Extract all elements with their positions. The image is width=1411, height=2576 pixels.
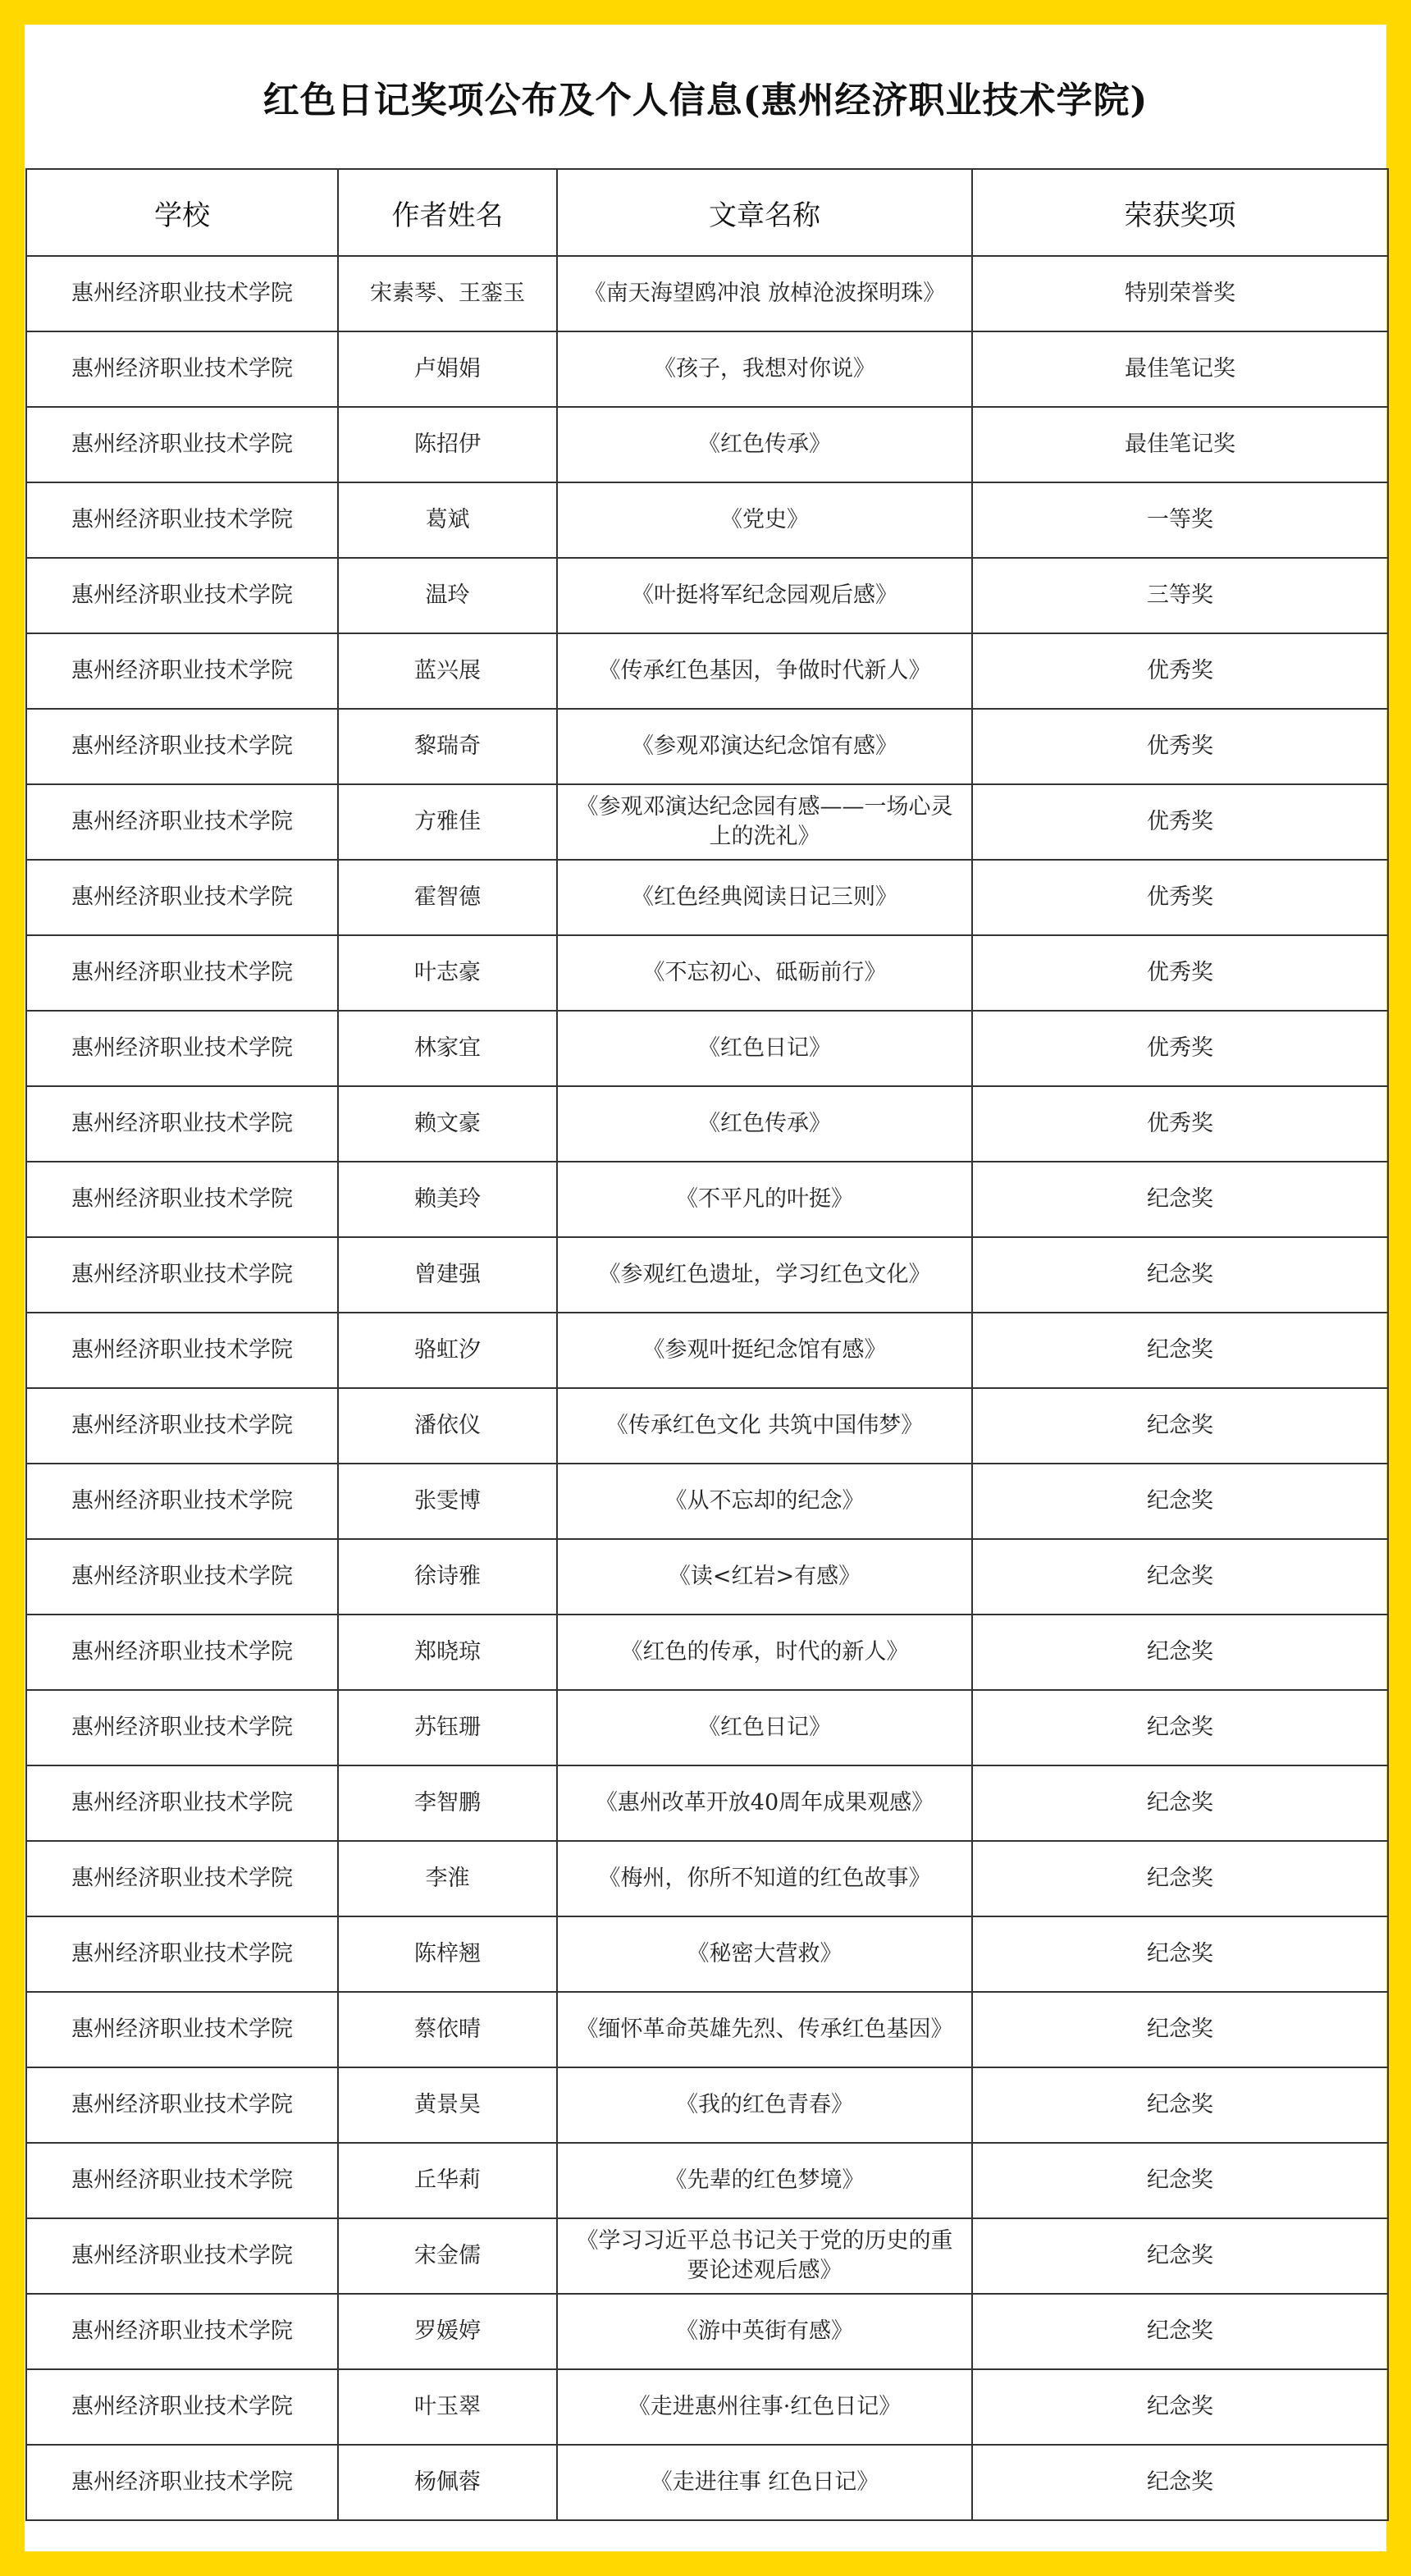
table-row	[26, 1464, 1388, 1539]
cell-award: 纪念奖	[972, 2218, 1388, 2294]
cell-article-title: 《红色日记》	[557, 1690, 972, 1765]
cell-school: 惠州经济职业技术学院	[26, 860, 338, 935]
cell-author-name: 罗媛婷	[338, 2294, 557, 2369]
header-award: 荣获奖项	[972, 169, 1388, 256]
cell-award: 优秀奖	[972, 633, 1388, 709]
cell-award: 最佳笔记奖	[972, 331, 1388, 407]
cell-article-title: 《走进惠州往事·红色日记》	[557, 2369, 972, 2445]
cell-article-title: 《传承红色文化 共筑中国伟梦》	[557, 1388, 972, 1464]
cell-award: 纪念奖	[972, 2067, 1388, 2143]
table-row	[26, 1162, 1388, 1237]
cell-article-title: 《走进往事 红色日记》	[557, 2445, 972, 2520]
table-row	[26, 2143, 1388, 2218]
cell-school: 惠州经济职业技术学院	[26, 1313, 338, 1388]
table-row	[26, 2067, 1388, 2143]
cell-article-title: 《从不忘却的纪念》	[557, 1464, 972, 1539]
cell-award: 纪念奖	[972, 1388, 1388, 1464]
table-row	[26, 1690, 1388, 1765]
cell-author-name: 方雅佳	[338, 784, 557, 860]
cell-school: 惠州经济职业技术学院	[26, 2218, 338, 2294]
cell-award: 纪念奖	[972, 1992, 1388, 2067]
table-row	[26, 709, 1388, 784]
cell-school: 惠州经济职业技术学院	[26, 331, 338, 407]
cell-school: 惠州经济职业技术学院	[26, 1690, 338, 1765]
cell-school: 惠州经济职业技术学院	[26, 2369, 338, 2445]
table-row	[26, 256, 1388, 331]
cell-school: 惠州经济职业技术学院	[26, 482, 338, 558]
cell-award: 优秀奖	[972, 1011, 1388, 1086]
table-row	[26, 784, 1388, 860]
cell-award: 三等奖	[972, 558, 1388, 633]
cell-author-name: 曾建强	[338, 1237, 557, 1313]
cell-article-title: 《参观邓演达纪念馆有感》	[557, 709, 972, 784]
cell-author-name: 潘依仪	[338, 1388, 557, 1464]
cell-school: 惠州经济职业技术学院	[26, 2067, 338, 2143]
cell-article-title: 《游中英街有感》	[557, 2294, 972, 2369]
table-row	[26, 2218, 1388, 2294]
cell-school: 惠州经济职业技术学院	[26, 935, 338, 1011]
cell-article-title: 《红色的传承，时代的新人》	[557, 1615, 972, 1690]
cell-article-title: 《红色传承》	[557, 1086, 972, 1162]
table-row	[26, 1841, 1388, 1916]
cell-author-name: 李智鹏	[338, 1765, 557, 1841]
cell-author-name: 李淮	[338, 1841, 557, 1916]
cell-school: 惠州经济职业技术学院	[26, 1992, 338, 2067]
table-row	[26, 331, 1388, 407]
cell-author-name: 苏钰珊	[338, 1690, 557, 1765]
cell-author-name: 叶志豪	[338, 935, 557, 1011]
cell-author-name: 宋素琴、王銮玉	[338, 256, 557, 331]
page-title: 红色日记奖项公布及个人信息(惠州经济职业技术学院)	[263, 79, 1148, 121]
cell-author-name: 张雯博	[338, 1464, 557, 1539]
cell-author-name: 温玲	[338, 558, 557, 633]
cell-article-title: 《传承红色基因，争做时代新人》	[557, 633, 972, 709]
header-row	[26, 169, 1388, 256]
cell-author-name: 霍智德	[338, 860, 557, 935]
cell-article-title: 《孩子，我想对你说》	[557, 331, 972, 407]
cell-school: 惠州经济职业技术学院	[26, 2143, 338, 2218]
cell-author-name: 赖文豪	[338, 1086, 557, 1162]
cell-article-title: 《参观叶挺纪念馆有感》	[557, 1313, 972, 1388]
cell-article-title: 《我的红色青春》	[557, 2067, 972, 2143]
cell-article-title: 《不平凡的叶挺》	[557, 1162, 972, 1237]
cell-author-name: 卢娟娟	[338, 331, 557, 407]
table-row	[26, 633, 1388, 709]
cell-school: 惠州经济职业技术学院	[26, 1464, 338, 1539]
cell-article-title: 《参观邓演达纪念园有感——一场心灵上的洗礼》	[557, 784, 972, 860]
cell-award: 纪念奖	[972, 1464, 1388, 1539]
table-row	[26, 1615, 1388, 1690]
cell-school: 惠州经济职业技术学院	[26, 1237, 338, 1313]
cell-article-title: 《先辈的红色梦境》	[557, 2143, 972, 2218]
cell-school: 惠州经济职业技术学院	[26, 1011, 338, 1086]
cell-award: 纪念奖	[972, 1615, 1388, 1690]
cell-school: 惠州经济职业技术学院	[26, 1539, 338, 1615]
cell-author-name: 丘华莉	[338, 2143, 557, 2218]
table-row	[26, 1992, 1388, 2067]
cell-article-title: 《红色经典阅读日记三则》	[557, 860, 972, 935]
cell-award: 纪念奖	[972, 2143, 1388, 2218]
header-article-title: 文章名称	[557, 169, 972, 256]
cell-award: 纪念奖	[972, 2445, 1388, 2520]
cell-school: 惠州经济职业技术学院	[26, 1615, 338, 1690]
cell-award: 优秀奖	[972, 784, 1388, 860]
table-row	[26, 1916, 1388, 1992]
cell-article-title: 《秘密大营救》	[557, 1916, 972, 1992]
cell-award: 纪念奖	[972, 1539, 1388, 1615]
table-body	[26, 256, 1388, 2520]
cell-school: 惠州经济职业技术学院	[26, 2445, 338, 2520]
document-page	[25, 25, 1386, 2551]
cell-school: 惠州经济职业技术学院	[26, 407, 338, 482]
cell-award: 特别荣誉奖	[972, 256, 1388, 331]
cell-author-name: 叶玉翠	[338, 2369, 557, 2445]
cell-school: 惠州经济职业技术学院	[26, 1086, 338, 1162]
cell-school: 惠州经济职业技术学院	[26, 2294, 338, 2369]
cell-award: 最佳笔记奖	[972, 407, 1388, 482]
table-header	[26, 169, 1388, 256]
cell-award: 纪念奖	[972, 1916, 1388, 1992]
cell-author-name: 赖美玲	[338, 1162, 557, 1237]
table-row	[26, 2445, 1388, 2520]
cell-school: 惠州经济职业技术学院	[26, 1765, 338, 1841]
awards-table	[25, 168, 1389, 2521]
cell-author-name: 林家宜	[338, 1011, 557, 1086]
cell-award: 纪念奖	[972, 1841, 1388, 1916]
cell-school: 惠州经济职业技术学院	[26, 709, 338, 784]
cell-author-name: 杨佩蓉	[338, 2445, 557, 2520]
cell-article-title: 《学习习近平总书记关于党的历史的重要论述观后感》	[557, 2218, 972, 2294]
cell-article-title: 《红色日记》	[557, 1011, 972, 1086]
cell-article-title: 《惠州改革开放40周年成果观感》	[557, 1765, 972, 1841]
cell-award: 纪念奖	[972, 1162, 1388, 1237]
cell-article-title: 《红色传承》	[557, 407, 972, 482]
header-school: 学校	[26, 169, 338, 256]
cell-award: 一等奖	[972, 482, 1388, 558]
cell-article-title: 《读<红岩>有感》	[557, 1539, 972, 1615]
table-row	[26, 407, 1388, 482]
cell-award: 纪念奖	[972, 1237, 1388, 1313]
table-row	[26, 1388, 1388, 1464]
table-row	[26, 558, 1388, 633]
cell-author-name: 骆虹汐	[338, 1313, 557, 1388]
cell-article-title: 《叶挺将军纪念园观后感》	[557, 558, 972, 633]
cell-author-name: 黄景昊	[338, 2067, 557, 2143]
cell-award: 优秀奖	[972, 709, 1388, 784]
table-row	[26, 1313, 1388, 1388]
cell-award: 纪念奖	[972, 1313, 1388, 1388]
cell-school: 惠州经济职业技术学院	[26, 1388, 338, 1464]
cell-author-name: 蔡依晴	[338, 1992, 557, 2067]
cell-award: 纪念奖	[972, 2369, 1388, 2445]
cell-author-name: 宋金儒	[338, 2218, 557, 2294]
cell-article-title: 《参观红色遗址，学习红色文化》	[557, 1237, 972, 1313]
table-row	[26, 1011, 1388, 1086]
cell-author-name: 郑晓琼	[338, 1615, 557, 1690]
cell-award: 纪念奖	[972, 2294, 1388, 2369]
cell-school: 惠州经济职业技术学院	[26, 558, 338, 633]
cell-school: 惠州经济职业技术学院	[26, 633, 338, 709]
cell-award: 优秀奖	[972, 1086, 1388, 1162]
cell-school: 惠州经济职业技术学院	[26, 256, 338, 331]
cell-author-name: 徐诗雅	[338, 1539, 557, 1615]
table-row	[26, 2369, 1388, 2445]
cell-article-title: 《南天海望鸥冲浪 放棹沧波探明珠》	[557, 256, 972, 331]
cell-school: 惠州经济职业技术学院	[26, 1841, 338, 1916]
table-row	[26, 1765, 1388, 1841]
cell-article-title: 《不忘初心、砥砺前行》	[557, 935, 972, 1011]
cell-school: 惠州经济职业技术学院	[26, 1916, 338, 1992]
table-row	[26, 935, 1388, 1011]
cell-author-name: 黎瑞奇	[338, 709, 557, 784]
table-row	[26, 1237, 1388, 1313]
cell-article-title: 《缅怀革命英雄先烈、传承红色基因》	[557, 1992, 972, 2067]
cell-award: 纪念奖	[972, 1765, 1388, 1841]
cell-article-title: 《梅州，你所不知道的红色故事》	[557, 1841, 972, 1916]
cell-award: 优秀奖	[972, 860, 1388, 935]
cell-author-name: 蓝兴展	[338, 633, 557, 709]
cell-award: 纪念奖	[972, 1690, 1388, 1765]
cell-school: 惠州经济职业技术学院	[26, 1162, 338, 1237]
table-row	[26, 860, 1388, 935]
cell-award: 优秀奖	[972, 935, 1388, 1011]
table-row	[26, 2294, 1388, 2369]
cell-author-name: 陈招伊	[338, 407, 557, 482]
table-row	[26, 482, 1388, 558]
table-row	[26, 1539, 1388, 1615]
table-row	[26, 1086, 1388, 1162]
cell-article-title: 《党史》	[557, 482, 972, 558]
cell-school: 惠州经济职业技术学院	[26, 784, 338, 860]
cell-author-name: 葛斌	[338, 482, 557, 558]
cell-author-name: 陈梓翘	[338, 1916, 557, 1992]
header-author-name: 作者姓名	[338, 169, 557, 256]
